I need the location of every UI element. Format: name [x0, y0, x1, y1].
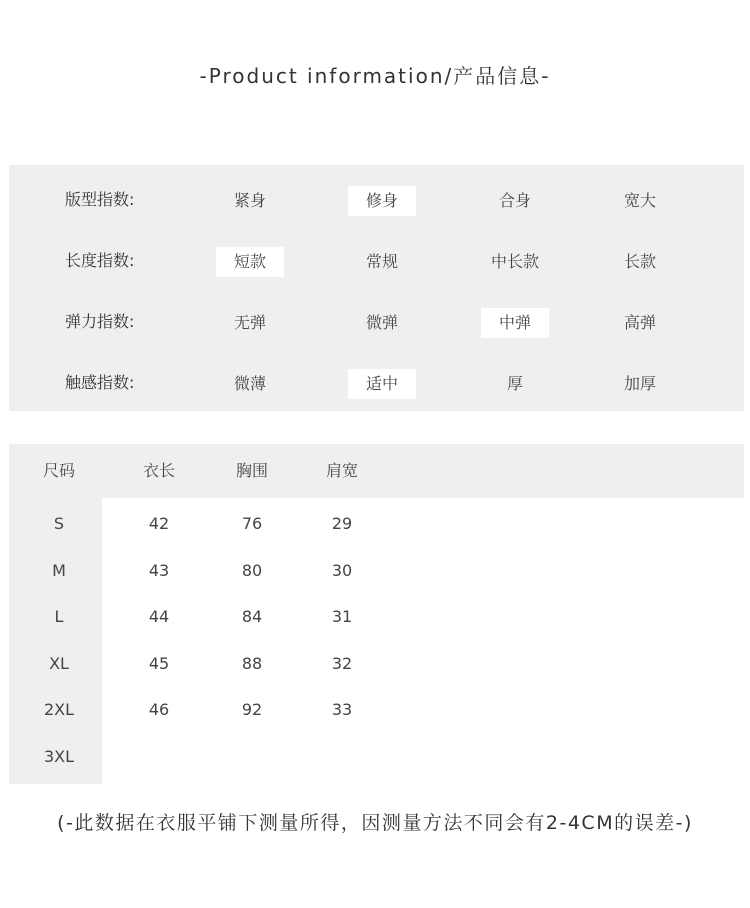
index-option: 微弹: [365, 313, 398, 332]
table-cell: 45: [148, 654, 170, 673]
table-cell: 88: [241, 654, 263, 673]
table-cell: 42: [148, 514, 170, 533]
index-option: 中长款: [490, 252, 539, 271]
table-cell: 84: [241, 607, 263, 626]
index-row-fit: [9, 182, 744, 218]
size-cell: 2XL: [43, 700, 75, 719]
size-cell: 3XL: [43, 747, 75, 766]
table-cell: 33: [331, 700, 353, 719]
size-table-header: [9, 444, 744, 498]
index-option-selected: 中弹: [481, 308, 549, 338]
index-option: 高弹: [623, 313, 656, 332]
index-option: 长款: [623, 252, 656, 271]
table-cell: 76: [241, 514, 263, 533]
fit-index-panel: [9, 165, 744, 411]
size-cell: XL: [49, 654, 69, 673]
table-cell: 43: [148, 561, 170, 580]
index-option: 微薄: [233, 374, 266, 393]
table-cell: [292, 734, 392, 780]
index-row-elasticity: [9, 304, 744, 340]
index-option: 无弹: [233, 313, 266, 332]
index-option: 宽大: [623, 191, 656, 210]
index-option: 厚: [506, 374, 523, 393]
table-cell: 92: [241, 700, 263, 719]
table-cell: 31: [331, 607, 353, 626]
table-cell: 30: [331, 561, 353, 580]
header-cell: 尺码: [42, 461, 75, 480]
size-cell: M: [52, 561, 66, 580]
table-cell: 44: [148, 607, 170, 626]
index-option: 合身: [498, 191, 531, 210]
measurement-note: (-此数据在衣服平铺下测量所得，因测量方法不同会有2-4CM的误差-): [57, 812, 693, 834]
index-label: 弹力指数:: [65, 312, 135, 331]
size-cell: L: [54, 607, 64, 626]
index-label: 版型指数:: [65, 190, 135, 209]
index-label: 长度指数:: [65, 251, 135, 270]
size-cell: S: [53, 514, 65, 533]
header-cell: 衣长: [142, 461, 175, 480]
index-option-selected: 短款: [216, 247, 284, 277]
page-title: -Product information/产品信息-: [199, 64, 551, 88]
table-cell: 46: [148, 700, 170, 719]
table-cell: [109, 734, 209, 780]
index-row-thickness: [9, 365, 744, 401]
table-cell: [202, 734, 302, 780]
index-row-length: [9, 243, 744, 279]
index-option-selected: 修身: [348, 186, 416, 216]
size-table: [9, 444, 744, 784]
index-label: 触感指数:: [65, 373, 135, 392]
index-option: 常规: [365, 252, 398, 271]
index-option: 紧身: [233, 191, 266, 210]
table-cell: 32: [331, 654, 353, 673]
header-cell: 肩宽: [325, 461, 358, 480]
index-option: 加厚: [623, 374, 656, 393]
table-cell: 29: [331, 514, 353, 533]
header-cell: 胸围: [235, 461, 268, 480]
table-cell: 80: [241, 561, 263, 580]
index-option-selected: 适中: [348, 369, 416, 399]
